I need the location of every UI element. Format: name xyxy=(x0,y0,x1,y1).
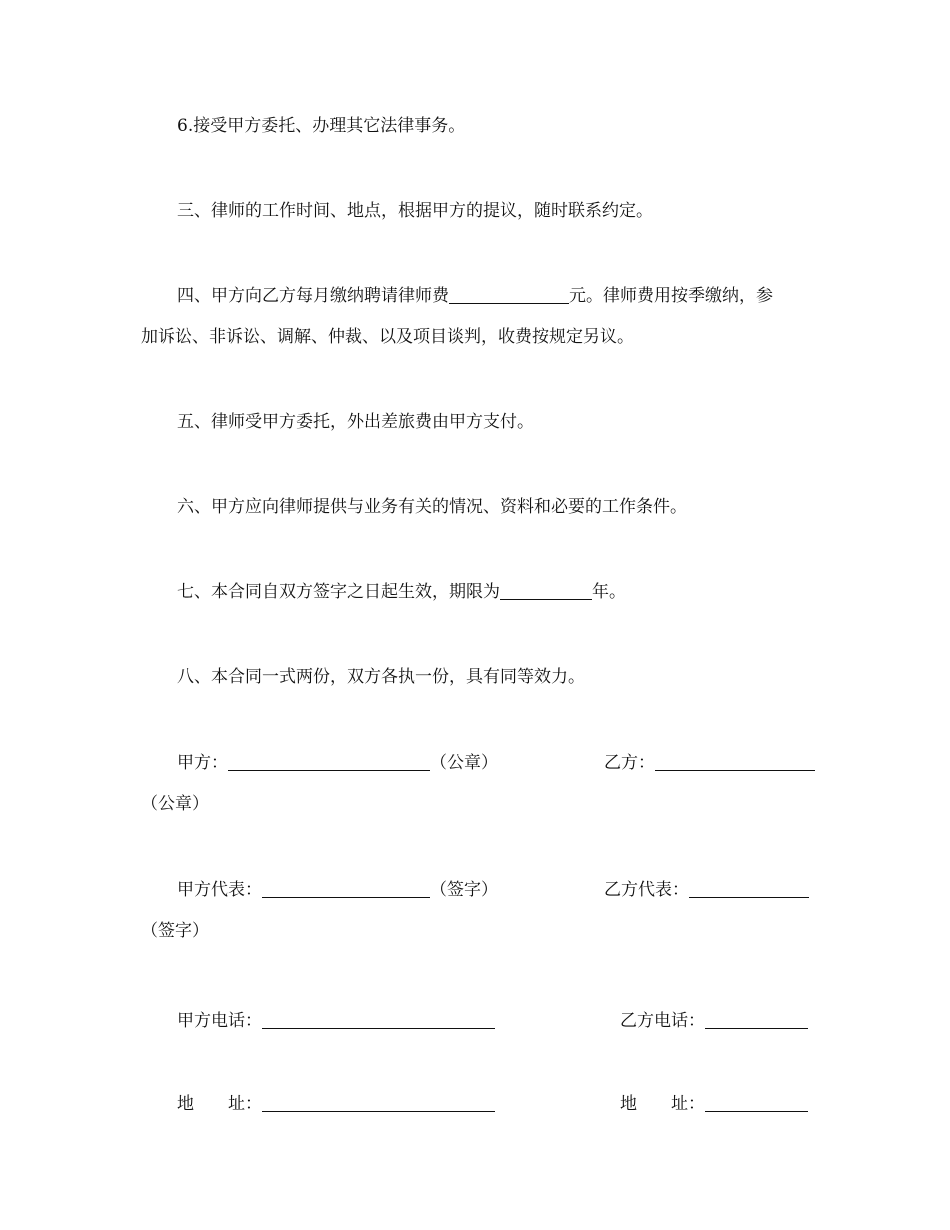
party-a-seal: （公章） xyxy=(430,753,498,773)
clause-4-text-b: 元。律师费用按季缴纳，参 xyxy=(569,286,773,306)
rep-b-blank[interactable] xyxy=(689,881,809,898)
rep-a-row xyxy=(177,880,498,900)
party-b-blank[interactable] xyxy=(655,754,815,771)
address-b-row xyxy=(620,1094,808,1114)
clause-8: 八、本合同一式两份，双方各执一份，具有同等效力。 xyxy=(177,667,585,687)
lawyer-fee-blank[interactable] xyxy=(449,287,569,304)
clause-7 xyxy=(177,582,626,602)
clause-7-text-a: 七、本合同自双方签字之日起生效，期限为 xyxy=(177,582,500,602)
phone-b-blank[interactable] xyxy=(705,1012,808,1029)
phone-a-label: 甲方电话： xyxy=(177,1011,262,1031)
phone-a-blank[interactable] xyxy=(262,1012,495,1029)
address-a-label: 地 址： xyxy=(177,1094,262,1114)
clause-4-line-1 xyxy=(177,286,773,306)
party-a-label: 甲方： xyxy=(177,753,228,773)
phone-b-label: 乙方电话： xyxy=(620,1011,705,1031)
rep-a-label: 甲方代表： xyxy=(177,880,262,900)
address-a-row xyxy=(177,1094,495,1114)
phone-a-row xyxy=(177,1011,495,1031)
party-b-label: 乙方： xyxy=(604,753,655,773)
clause-item-6: 6.接受甲方委托、办理其它法律事务。 xyxy=(177,116,466,136)
party-a-row xyxy=(177,753,498,773)
rep-a-sign: （签字） xyxy=(430,880,498,900)
clause-3: 三、律师的工作时间、地点，根据甲方的提议，随时联系约定。 xyxy=(177,201,653,221)
clause-6: 六、甲方应向律师提供与业务有关的情况、资料和必要的工作条件。 xyxy=(177,497,687,517)
address-b-blank[interactable] xyxy=(705,1095,808,1112)
rep-b-row xyxy=(604,880,809,900)
address-a-blank[interactable] xyxy=(262,1095,495,1112)
clause-4-line-2: 加诉讼、非诉讼、调解、仲裁、以及项目谈判，收费按规定另议。 xyxy=(141,327,634,347)
rep-b-sign: （签字） xyxy=(141,921,209,941)
party-b-seal: （公章） xyxy=(141,794,209,814)
clause-5: 五、律师受甲方委托，外出差旅费由甲方支付。 xyxy=(177,412,534,432)
term-years-blank[interactable] xyxy=(500,583,592,600)
address-b-label: 地 址： xyxy=(620,1094,705,1114)
rep-b-label: 乙方代表： xyxy=(604,880,689,900)
clause-7-text-b: 年。 xyxy=(592,582,626,602)
clause-4-text-a: 四、甲方向乙方每月缴纳聘请律师费 xyxy=(177,286,449,306)
party-b-row xyxy=(604,753,815,773)
phone-b-row xyxy=(620,1011,808,1031)
rep-a-blank[interactable] xyxy=(262,881,430,898)
party-a-blank[interactable] xyxy=(228,754,430,771)
